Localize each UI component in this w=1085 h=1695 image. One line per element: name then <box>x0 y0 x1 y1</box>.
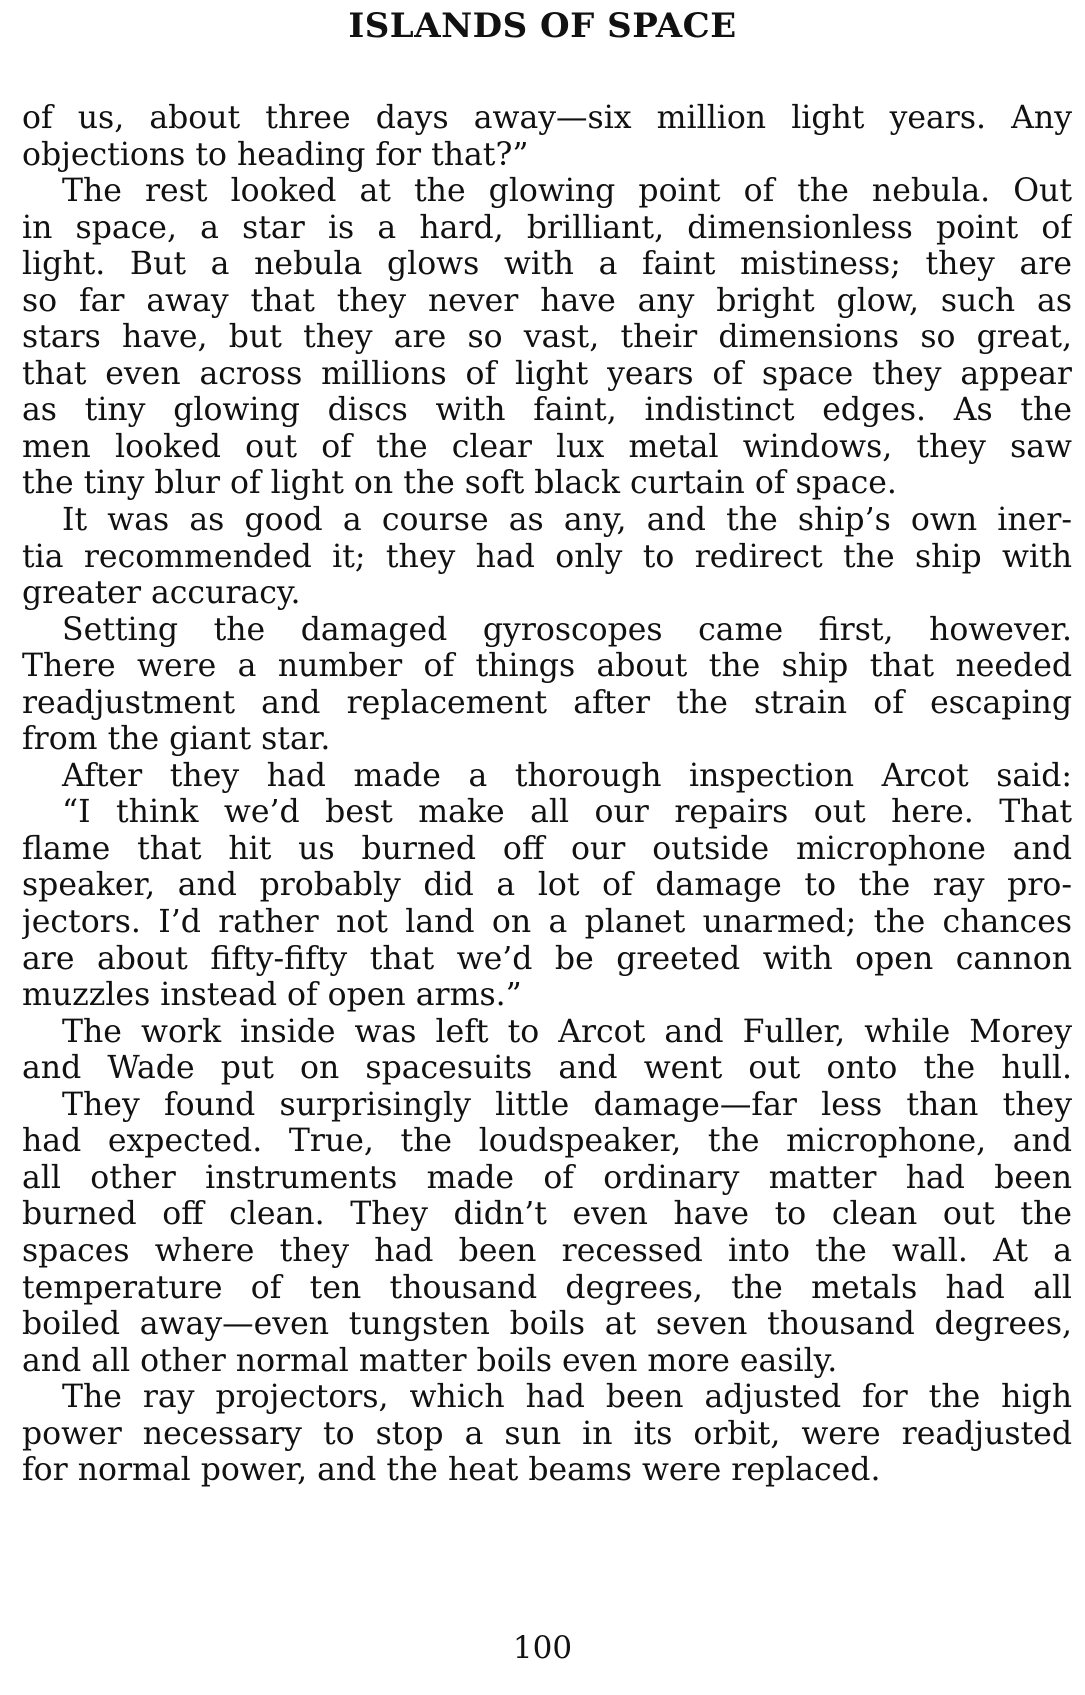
text-line: are about fifty-fifty that we’d be greeted with open cannon <box>22 940 1072 977</box>
text-line: in space, a star is a hard, brilliant, dimensionless point of <box>22 209 1072 246</box>
text-line: spaces where they had been recessed into the wall. At a <box>22 1232 1072 1269</box>
text-line: They found surprisingly little damage—far less than they <box>62 1086 1072 1123</box>
text-line: that even across millions of light years of space they appear <box>22 355 1072 392</box>
text-line: the tiny blur of light on the soft black curtain of space. <box>22 465 897 502</box>
text-line: The ray projectors, which had been adjusted for the high <box>62 1379 1072 1416</box>
text-line: It was as good a course as any, and the ship’s own iner- <box>62 502 1072 539</box>
body-text <box>22 100 1072 1489</box>
text-line: Setting the damaged gyroscopes came first, however. <box>62 611 1072 648</box>
text-line: flame that hit us burned off our outside microphone and <box>22 830 1072 867</box>
text-line: of us, about three days away—six million light years. Any <box>22 100 1072 136</box>
text-line: “I think we’d best make all our repairs out here. That <box>62 794 1072 831</box>
text-line: power necessary to stop a sun in its orbit, were readjusted <box>22 1415 1072 1452</box>
text-line: from the giant star. <box>22 721 331 758</box>
text-line: all other instruments made of ordinary matter had been <box>22 1159 1072 1196</box>
text-line: objections to heading for that?” <box>22 136 529 173</box>
running-head: ISLANDS OF SPACE <box>348 6 737 46</box>
text-line: temperature of ten thousand degrees, the metals had all <box>22 1269 1072 1306</box>
text-line: and all other normal matter boils even more easily. <box>22 1342 838 1379</box>
text-line: men looked out of the clear lux metal windows, they saw <box>22 428 1072 465</box>
text-line: burned off clean. They didn’t even have to clean out the <box>22 1196 1072 1233</box>
text-line: and Wade put on spacesuits and went out onto the hull. <box>22 1050 1072 1087</box>
text-line: muzzles instead of open arms.” <box>22 977 522 1014</box>
text-line: as tiny glowing discs with faint, indistinct edges. As the <box>22 392 1072 429</box>
text-line: The rest looked at the glowing point of the nebula. Out <box>62 173 1072 210</box>
text-line: greater accuracy. <box>22 575 301 612</box>
text-line: speaker, and probably did a lot of damage to the ray pro- <box>22 867 1072 904</box>
text-line: jectors. I’d rather not land on a planet unarmed; the chances <box>22 904 1072 941</box>
text-line: readjustment and replacement after the strain of escaping <box>22 684 1072 721</box>
text-line: tia recommended it; they had only to redirect the ship with <box>22 538 1072 575</box>
text-line: The work inside was left to Arcot and Fuller, while Morey <box>62 1013 1072 1050</box>
text-line: There were a number of things about the ship that needed <box>22 648 1072 685</box>
text-line: so far away that they never have any bright glow, such as <box>22 282 1072 319</box>
text-line: stars have, but they are so vast, their dimensions so great, <box>22 319 1072 356</box>
text-line: had expected. True, the loudspeaker, the microphone, and <box>22 1123 1072 1160</box>
page-number: 100 <box>512 1630 573 1666</box>
text-line: boiled away—even tungsten boils at seven thousand degrees, <box>22 1306 1072 1343</box>
text-line: for normal power, and the heat beams were replaced. <box>22 1452 881 1489</box>
text-line: After they had made a thorough inspection Arcot said: <box>62 757 1072 794</box>
text-line: light. But a nebula glows with a faint mistiness; they are <box>22 246 1072 283</box>
